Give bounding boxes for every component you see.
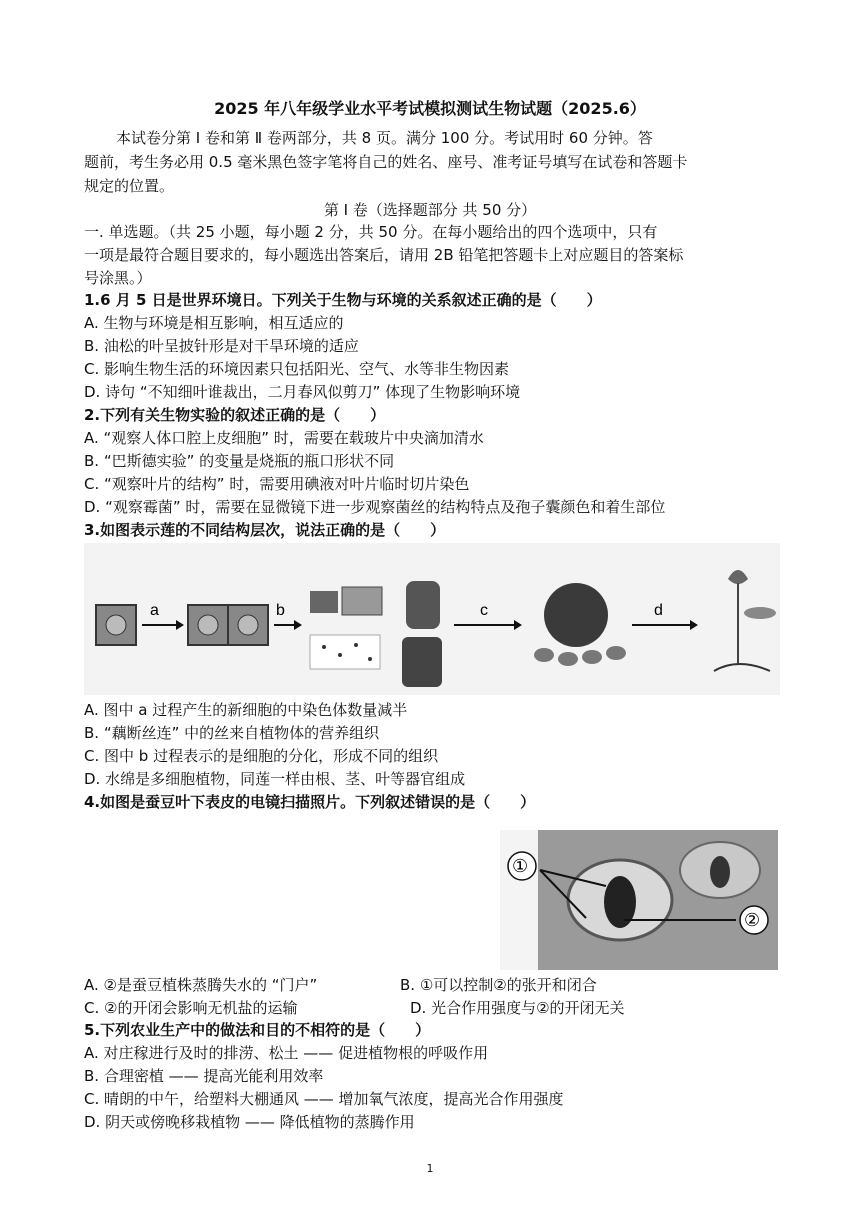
label-c: c [480,602,488,619]
question-2-option-c: C. “观察叶片的结构” 时，需要用碘液对叶片临时切片染色 [84,475,470,493]
divided-cell-1-nucleus [198,615,218,635]
tissue-dot [338,653,342,657]
tissue-vascular [406,581,440,629]
page-number: 1 [426,1162,434,1175]
question-5-option-c: C. 晴朗的中午，给塑料大棚通风 —— 增加氧气浓度，提高光合作用强度 [84,1090,564,1108]
question-1-option-c: C. 影响生物生活的环境因素只包括阳光、空气、水等非生物因素 [84,360,510,378]
instructions-line-2: 一项是最符合题目要求的，每小题选出答案后，请用 2B 铅笔把答题卡上对应题目的答案标 [84,246,684,264]
question-3-option-d: D. 水绵是多细胞植物，同莲一样由根、茎、叶等器官组成 [84,770,466,788]
section-title: 第 Ⅰ 卷（选择题部分 共 50 分） [323,201,537,219]
intro-line-1: 本试卷分第 Ⅰ 卷和第 Ⅱ 卷两部分，共 8 页。满分 100 分。考试用时 60 分钟。答 [116,129,653,147]
instructions-line-1: 一. 单选题。（共 25 小题，每小题 2 分，共 50 分。在每小题给出的四个选项中，只有 [84,223,658,241]
question-5-option-a: A. 对庄稼进行及时的排涝、松土 —— 促进植物根的呼吸作用 [84,1044,489,1062]
plant-leaf [744,607,776,619]
lotus-structure-diagram [84,543,780,695]
question-3-option-a: A. 图中 a 过程产生的新细胞的中染色体数量减半 [84,701,408,719]
organ-seed [558,652,578,666]
tissue-vessel [310,591,338,613]
tissue-epidermis [342,587,382,615]
question-3-option-c: C. 图中 b 过程表示的是细胞的分化，形成不同的组织 [84,747,439,765]
question-2-option-d: D. “观察霉菌” 时，需要在显微镜下进一步观察菌丝的结构特点及孢子囊颜色和着生部位 [84,498,666,516]
question-1-option-b: B. 油松的叶呈披针形是对干旱环境的适应 [84,337,359,355]
question-1-option-a: A. 生物与环境是相互影响，相互适应的 [84,314,344,332]
question-4-option-c: C. ②的开闭会影响无机盐的运输 [84,999,298,1017]
divided-cell-2-nucleus [238,615,258,635]
tissue-dot [322,645,326,649]
tissue-dot [354,643,358,647]
lotus-structure-figure [84,543,780,695]
stomata-micrograph-figure [500,830,778,970]
label-d: d [654,602,663,619]
question-5-option-b: B. 合理密植 —— 提高光能利用效率 [84,1067,324,1085]
organ-seed [606,646,626,660]
organ-lotus-pod [544,583,608,647]
marker-1: ① [512,856,529,877]
arrow-d-head [690,620,698,630]
arrow-a-head [176,620,184,630]
question-2-option-a: A. “观察人体口腔上皮细胞” 时，需要在载玻片中央滴加清水 [84,429,484,447]
stoma-opening-2 [710,856,730,888]
tissue-parenchyma [310,635,380,669]
question-5-option-d: D. 阴天或傍晚移栽植物 —— 降低植物的蒸腾作用 [84,1113,415,1131]
marker-2: ② [744,910,761,931]
intro-line-2: 题前，考生务必用 0.5 毫米黑色签字笔将自己的姓名、座号、准考证号填写在试卷和答题卡 [84,153,688,171]
organ-seed [534,648,554,662]
question-4-option-d: D. 光合作用强度与②的开闭无关 [410,999,625,1017]
question-4-stem: 4.如图是蚕豆叶下表皮的电镜扫描照片。下列叙述错误的是（ ） [84,793,536,811]
arrow-c-head [514,620,522,630]
intro-line-3: 规定的位置。 [84,177,175,195]
arrow-b-head [294,620,302,630]
question-3-option-b: B. “藕断丝连” 中的丝来自植物体的营养组织 [84,724,380,742]
plant-root [714,664,770,671]
cell-nucleus [106,615,126,635]
tissue-mesophyll [402,637,442,687]
question-3-stem: 3.如图表示莲的不同结构层次，说法正确的是（ ） [84,521,446,539]
stomata-micrograph [500,830,778,970]
question-4-option-b: B. ①可以控制②的张开和闭合 [400,976,597,994]
question-2-stem: 2.下列有关生物实验的叙述正确的是（ ） [84,406,386,424]
label-b: b [276,602,285,619]
question-4-option-a: A. ②是蚕豆植株蒸腾失水的 “门户” [84,976,318,994]
exam-title: 2025 年八年级学业水平考试模拟测试生物试题（2025.6） [214,99,646,118]
label-a: a [150,602,159,619]
question-1-option-d: D. 诗句 “不知细叶谁裁出，二月春风似剪刀” 体现了生物影响环境 [84,383,521,401]
plant-flower [728,570,748,584]
question-1-stem: 1.6 月 5 日是世界环境日。下列关于生物与环境的关系叙述正确的是（ ） [84,291,602,309]
tissue-dot [368,657,372,661]
question-2-option-b: B. “巴斯德实验” 的变量是烧瓶的瓶口形状不同 [84,452,395,470]
organ-seed [582,650,602,664]
question-5-stem: 5.下列农业生产中的做法和目的不相符的是（ ） [84,1021,431,1039]
instructions-line-3: 号涂黑。） [84,269,152,287]
